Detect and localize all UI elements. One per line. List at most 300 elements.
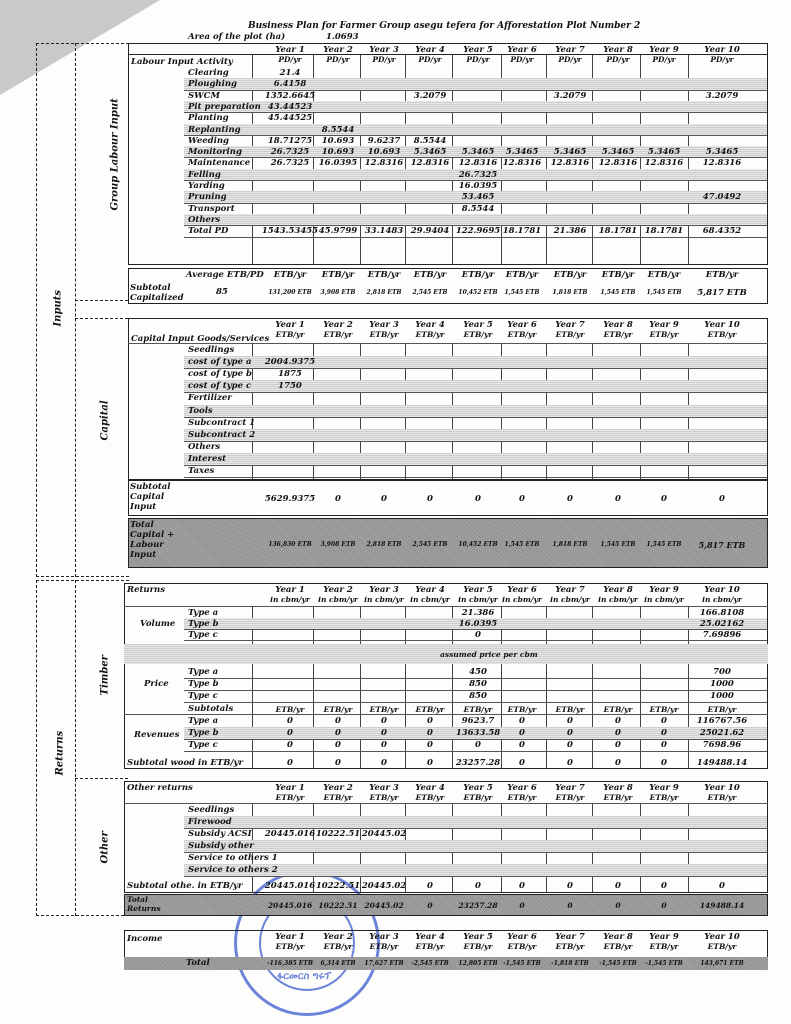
labour-row-cell: 29.9404 [410, 226, 450, 237]
avg-value: 85 [216, 287, 228, 297]
labour-subtotal-cell: 131,200 ETB [268, 289, 312, 296]
row-shading [184, 816, 767, 828]
price-label: Price [144, 679, 169, 689]
labour-row-cell: 21.4 [279, 68, 301, 78]
inputs-frame-left [36, 43, 37, 577]
labour-row-cell: 26.7325 [270, 158, 310, 169]
total-returns-cell: 0 [567, 901, 573, 910]
timber-divider [75, 778, 128, 779]
labour-row-label: Felling [188, 169, 221, 180]
capital-row-label: Subcontract 1 [188, 417, 256, 428]
labour-row-cell: 26.7325 [270, 147, 310, 158]
capital-row-label: Tools [188, 405, 213, 416]
labour-row-cell: 12.8316 [702, 158, 742, 169]
revenue-row-cell: 0 [475, 740, 481, 750]
total-input-cell: 3,908 ETB [320, 541, 356, 548]
total-returns-cell: 0 [661, 901, 667, 910]
labour-row-label: Pruning [188, 192, 227, 203]
capital-row-label: Seedlings [188, 345, 235, 355]
returns-frame-bottom [36, 915, 129, 916]
year-header: Year 5 [463, 320, 493, 330]
labour-row-label: SWCM [188, 90, 220, 101]
labour-row-cell: 18.71275 [267, 135, 313, 146]
labour-row-cell: 16.0395 [318, 158, 358, 169]
capital-subtotal-cell: 0 [615, 494, 621, 504]
labour-subtotal-cell: 1,545 ETB [646, 289, 682, 296]
other-subtotal-cell: 0 [475, 881, 481, 891]
revenue-row-label: Type b [188, 728, 219, 738]
revenue-row-cell: 0 [335, 728, 341, 738]
subtotal-wood-label: Subtotal wood in ETB/yr [127, 758, 243, 768]
area-label: Area of the plot (ha) [188, 32, 286, 42]
year-header: Year 10 [704, 585, 740, 595]
revenue-row-cell: 0 [519, 728, 525, 738]
revenue-row-cell: 7698.96 [702, 740, 742, 750]
labour-row-cell: 5.3465 [647, 147, 681, 158]
inputs-inner-frame [75, 43, 76, 577]
year-header: Year 4 [415, 585, 445, 595]
total-returns-cell: 0 [427, 901, 433, 910]
year-header: Year 5 [463, 932, 493, 942]
volume-row-cell: 7.69896 [702, 630, 742, 640]
etb-unit: ETB/yr [647, 270, 681, 280]
other-row-label: Service to others 1 [188, 853, 278, 863]
other-subtotal-label: Subtotal othe. in ETB/yr [127, 881, 243, 891]
unit-header: PD/yr [652, 55, 676, 64]
other-row-label: Subsidy other [188, 841, 254, 851]
year-header: Year 3 [369, 320, 399, 330]
labour-subtotal-cell: 3,908 ETB [320, 289, 356, 296]
labour-row-cell: 3.2079 [413, 90, 447, 101]
unit-header: ETB/yr [369, 330, 399, 339]
revenue-row-cell: 0 [661, 740, 667, 750]
capital-row-label: cost of type c [188, 381, 252, 392]
timber-label: Timber [99, 655, 111, 696]
revenue-row-cell: 0 [615, 716, 621, 726]
labour-subtotal-cell: 1,545 ETB [504, 289, 540, 296]
labour-row-cell: 3.2079 [553, 90, 587, 101]
unit-header: ETB/yr [275, 793, 305, 802]
subtotals-unit: ETB/yr [603, 705, 633, 714]
returns-frame-left [36, 580, 37, 916]
etb-unit: ETB/yr [273, 270, 307, 280]
labour-row-cell: 5.3465 [553, 147, 587, 158]
income-total-cell: -1,545 ETB [645, 960, 683, 967]
year-header: Year 7 [555, 320, 585, 330]
capital-label: Capital [99, 400, 111, 441]
year-header: Year 10 [704, 320, 740, 330]
volume-row-cell: 166.8108 [699, 608, 745, 618]
other-row-label: Service to others 2 [188, 865, 278, 875]
year-header: Year 9 [649, 45, 679, 55]
total-input-cell: 1,545 ETB [600, 541, 636, 548]
column-rule [252, 606, 253, 768]
unit-header: PD/yr [710, 55, 734, 64]
other-subtotal-cell: 0 [719, 881, 725, 891]
revenue-row-cell: 0 [287, 728, 293, 738]
price-row-cell: 850 [469, 679, 487, 689]
other-subtotal-cell: 0 [427, 881, 433, 891]
unit-header: PD/yr [466, 55, 490, 64]
labour-row-cell: 9.6237 [367, 135, 401, 146]
capital-row-label: Others [188, 441, 221, 452]
price-row-cell: 1000 [710, 679, 734, 689]
year-header: Year 8 [603, 45, 633, 55]
subtotal-wood-cell: 0 [567, 758, 573, 768]
other-row-cell: 20445.02 [361, 829, 407, 839]
etb-unit: ETB/yr [553, 270, 587, 280]
revenue-row-cell: 0 [335, 716, 341, 726]
labour-row-cell: 68.4352 [702, 226, 742, 237]
etb-unit: ETB/yr [461, 270, 495, 280]
year-header: Year 2 [323, 585, 353, 595]
labour-subtotal-cell: 5,817 ETB [697, 288, 747, 298]
subtotals-label: Subtotals [188, 704, 234, 714]
total-returns-cell: 149488.14 [699, 901, 745, 910]
price-row-cell: 1000 [710, 691, 734, 701]
labour-divider [75, 300, 128, 301]
year-header: Year 10 [704, 783, 740, 793]
year-header: Year 8 [603, 783, 633, 793]
unit-header: ETB/yr [463, 330, 493, 339]
year-header: Year 8 [603, 320, 633, 330]
labour-row-cell: 26.7325 [458, 169, 498, 180]
total-returns-label: Total Returns [127, 895, 161, 913]
total-input-label: Total Capital + Labour Input [130, 520, 175, 560]
other-subtotal-cell: 0 [519, 881, 525, 891]
revenue-row-cell: 0 [427, 716, 433, 726]
year-header: Year 2 [323, 320, 353, 330]
year-header: Year 3 [369, 585, 399, 595]
income-total-cell: -1,545 ETB [503, 960, 541, 967]
labour-row-cell: 3.2079 [705, 90, 739, 101]
timber-header: Returns [127, 585, 166, 595]
unit-header: ETB/yr [707, 793, 737, 802]
row-shading [184, 405, 767, 417]
total-input-cell: 5,817 ETB [698, 540, 746, 550]
year-header: Year 9 [649, 783, 679, 793]
year-header: Year 4 [415, 45, 445, 55]
unit-header: PD/yr [418, 55, 442, 64]
capital-subtotal-label: Subtotal Capital Input [130, 482, 171, 512]
capital-row-label: Taxes [188, 466, 215, 476]
group-labour-label: Group Labour Input [109, 98, 121, 211]
labour-row-label: Total PD [188, 226, 229, 237]
labour-row-cell: 12.8316 [598, 158, 638, 169]
price-row-label: Type a [188, 667, 219, 677]
unit-header: ETB/yr [555, 942, 585, 951]
subtotal-wood-cell: 0 [381, 758, 387, 768]
unit-header: ETB/yr [707, 942, 737, 951]
labour-row-cell: 21.386 [553, 226, 587, 237]
revenue-row-cell: 0 [567, 728, 573, 738]
labour-row-cell: 5.3465 [505, 147, 539, 158]
revenue-row-cell: 0 [381, 740, 387, 750]
labour-row-cell: 10.693 [367, 147, 401, 158]
labour-row-cell: 8.5544 [413, 135, 447, 146]
labour-row-cell: 122.9695 [455, 226, 501, 237]
volume-row-cell: 25.02162 [699, 619, 745, 629]
other-header-rule [124, 803, 768, 804]
income-header: Income [127, 934, 163, 944]
labour-row-cell: 5.3465 [413, 147, 447, 158]
year-header: Year 1 [275, 783, 305, 793]
row-rule [184, 702, 767, 703]
total-input-cell: 2,545 ETB [412, 541, 448, 548]
income-total-cell: 6,314 ETB [320, 960, 356, 967]
row-rule [184, 237, 767, 238]
revenue-row-cell: 0 [381, 716, 387, 726]
income-total-cell: -1,818 ETB [551, 960, 589, 967]
revenue-row-cell: 9623.7 [461, 716, 495, 726]
capital-row-label: Fertilizer [188, 393, 232, 404]
year-header: Year 8 [603, 585, 633, 595]
labour-row-cell: 45.44525 [267, 113, 313, 124]
subtotals-unit: ETB/yr [649, 705, 679, 714]
labour-row-cell: 47.0492 [702, 192, 742, 203]
unit-header: ETB/yr [507, 942, 537, 951]
etb-unit: ETB/yr [505, 270, 539, 280]
row-shading [184, 214, 767, 225]
subtotal-wood-cell: 0 [287, 758, 293, 768]
capital-subtotal-cell: 0 [475, 494, 481, 504]
labour-subtotal-cell: 2,545 ETB [412, 289, 448, 296]
inputs-label: Inputs [52, 290, 64, 327]
capital-divider [75, 318, 128, 319]
revenue-row-cell: 116767.56 [696, 716, 748, 726]
subtotals-unit: ETB/yr [275, 705, 305, 714]
other-subtotal-cell: 10222.51 [315, 881, 361, 891]
other-row-label: Seedlings [188, 805, 235, 815]
revenue-row-cell: 0 [519, 740, 525, 750]
volume-row-label: Type c [188, 630, 218, 640]
labour-row-cell: 6.4158 [273, 79, 307, 90]
subtotal-wood-cell: 0 [519, 758, 525, 768]
labour-row-cell: 5.3465 [461, 147, 495, 158]
revenue-row-cell: 0 [427, 728, 433, 738]
labour-row-cell: 12.8316 [644, 158, 684, 169]
unit-header: PD/yr [326, 55, 350, 64]
revenue-row-cell: 0 [287, 740, 293, 750]
unit-header: ETB/yr [323, 942, 353, 951]
unit-header: ETB/yr [415, 330, 445, 339]
labour-row-cell: 33.1483 [364, 226, 404, 237]
labour-row-label: Monitoring [188, 147, 242, 158]
capital-row-label: Subcontract 2 [188, 429, 256, 440]
unit-header: ETB/yr [369, 793, 399, 802]
labour-row-cell: 43.44523 [267, 101, 313, 112]
labour-row-cell: 1352.6645 [264, 90, 316, 101]
returns-frame-top [36, 580, 129, 581]
volume-row-label: Type a [188, 608, 219, 618]
subtotals-unit: ETB/yr [507, 705, 537, 714]
unit-header: ETB/yr [507, 330, 537, 339]
subtotal-wood-cell: 23257.28 [455, 758, 501, 768]
capital-row-label: cost of type a [188, 357, 252, 368]
year-header: Year 4 [415, 783, 445, 793]
unit-header: ETB/yr [603, 330, 633, 339]
year-header: Year 3 [369, 783, 399, 793]
subtotal-wood-cell: 0 [427, 758, 433, 768]
year-header: Year 7 [555, 932, 585, 942]
revenue-row-cell: 25021.62 [699, 728, 745, 738]
subtotals-unit: ETB/yr [323, 705, 353, 714]
row-rule [184, 751, 767, 752]
income-total-cell: -1,545 ETB [599, 960, 637, 967]
revenue-row-cell: 0 [287, 716, 293, 726]
revenue-row-cell: 0 [381, 728, 387, 738]
unit-header: in cbm/yr [702, 595, 742, 604]
labour-row-label: Planting [188, 113, 229, 124]
year-header: Year 9 [649, 320, 679, 330]
document-title: Business Plan for Farmer Group asegu tefera for Afforestation Plot Number 2 [248, 21, 641, 31]
total-input-cell: 10,452 ETB [458, 541, 498, 548]
year-header: Year 3 [369, 932, 399, 942]
labour-row-cell: 5.3465 [705, 147, 739, 158]
unit-header: PD/yr [372, 55, 396, 64]
capital-subtotal-cell: 0 [719, 494, 725, 504]
capital-row-label: Interest [188, 453, 227, 464]
unit-header: in cbm/yr [270, 595, 310, 604]
unit-header: ETB/yr [707, 330, 737, 339]
revenue-row-cell: 0 [661, 728, 667, 738]
other-subtotal-cell: 20445.016 [264, 881, 316, 891]
income-total-label: Total [186, 958, 210, 968]
capital-header: Capital Input Goods/Services [131, 334, 270, 344]
year-header: Year 6 [507, 320, 537, 330]
revenue-row-cell: 13633.58 [455, 728, 501, 738]
unit-header: ETB/yr [463, 793, 493, 802]
labour-row-cell: 5.3465 [601, 147, 635, 158]
labour-row-cell: 8.5544 [461, 203, 495, 214]
labour-row-cell: 12.8316 [364, 158, 404, 169]
labour-row-label: Weeding [188, 135, 229, 146]
revenue-row-label: Type a [188, 716, 219, 726]
year-header: Year 10 [704, 45, 740, 55]
area-value: 1.0693 [326, 32, 359, 42]
subtotals-unit: ETB/yr [369, 705, 399, 714]
subtotal-wood-cell: 0 [335, 758, 341, 768]
revenues-label: Revenues [134, 730, 180, 740]
etb-unit: ETB/yr [321, 270, 355, 280]
capital-subtotal-cell: 0 [381, 494, 387, 504]
row-shading [184, 840, 767, 852]
subtotals-unit: ETB/yr [555, 705, 585, 714]
labour-row-label: Transport [188, 203, 235, 214]
unit-header: PD/yr [606, 55, 630, 64]
year-header: Year 4 [415, 320, 445, 330]
total-returns-cell: 0 [519, 901, 525, 910]
total-input-cell: 1,545 ETB [646, 541, 682, 548]
row-rule [184, 392, 767, 393]
total-returns-cell: 23257.28 [458, 901, 498, 910]
other-subtotal-cell: 0 [661, 881, 667, 891]
labour-row-label: Replanting [188, 124, 241, 135]
capital-subtotal-cell: 5629.9375 [264, 494, 316, 504]
unit-header: ETB/yr [275, 942, 305, 951]
other-header: Other returns [127, 783, 193, 793]
labour-row-label: Others [188, 214, 221, 225]
revenue-row-cell: 0 [427, 740, 433, 750]
labour-row-cell: 12.8316 [502, 158, 542, 169]
unit-header: in cbm/yr [550, 595, 590, 604]
etb-unit: ETB/yr [705, 270, 739, 280]
total-returns-cell: 20445.016 [267, 901, 313, 910]
unit-header: in cbm/yr [364, 595, 404, 604]
labour-subtotal-label: Subtotal Capitalized [130, 283, 184, 303]
revenue-row-label: Type c [188, 740, 218, 750]
labour-row-label: Ploughing [188, 79, 237, 90]
total-returns-cell: 0 [615, 901, 621, 910]
labour-row-cell: 18.1781 [598, 226, 638, 237]
income-total-cell: -2,545 ETB [411, 960, 449, 967]
unit-header: ETB/yr [463, 942, 493, 951]
etb-unit: ETB/yr [413, 270, 447, 280]
subtotal-wood-cell: 0 [615, 758, 621, 768]
unit-header: ETB/yr [649, 330, 679, 339]
labour-row-label: Maintenance [188, 158, 251, 169]
other-row-label: Subsidy ACSI [188, 829, 252, 839]
subtotal-wood-cell: 0 [661, 758, 667, 768]
inputs-frame-top [36, 43, 129, 44]
year-header: Year 2 [323, 932, 353, 942]
year-header: Year 7 [555, 585, 585, 595]
unit-header: PD/yr [278, 55, 302, 64]
volume-row-cell: 21.386 [461, 608, 495, 618]
unit-header: in cbm/yr [598, 595, 638, 604]
labour-subtotal-cell: 1,818 ETB [552, 289, 588, 296]
year-header: Year 6 [507, 783, 537, 793]
avg-label: Average ETB/PD [186, 270, 264, 280]
unit-header: PD/yr [558, 55, 582, 64]
year-header: Year 6 [507, 932, 537, 942]
year-header: Year 6 [507, 585, 537, 595]
income-total-cell: 12,805 ETB [458, 960, 498, 967]
other-row-cell: 10222.51 [315, 829, 361, 839]
year-header: Year 1 [275, 320, 305, 330]
total-returns-cell: 10222.51 [318, 901, 358, 910]
year-header: Year 5 [463, 585, 493, 595]
price-row-label: Type b [188, 679, 219, 689]
unit-header: ETB/yr [603, 793, 633, 802]
year-header: Year 10 [704, 932, 740, 942]
capital-subtotal-cell: 0 [567, 494, 573, 504]
capital-row-label: cost of type b [188, 369, 252, 380]
etb-unit: ETB/yr [367, 270, 401, 280]
revenue-row-cell: 0 [567, 740, 573, 750]
unit-header: ETB/yr [275, 330, 305, 339]
row-rule [184, 441, 767, 442]
year-header: Year 2 [323, 783, 353, 793]
labour-row-cell: 1543.53455 [261, 226, 319, 237]
unit-header: PD/yr [510, 55, 534, 64]
year-header: Year 8 [603, 932, 633, 942]
other-subtotal-cell: 0 [615, 881, 621, 891]
labour-row-label: Pit preparation [188, 101, 261, 112]
labour-row-cell: 12.8316 [458, 158, 498, 169]
year-header: Year 9 [649, 585, 679, 595]
income-total-cell: 17,627 ETB [364, 960, 404, 967]
total-returns-cell: 20445.02 [364, 901, 404, 910]
revenue-row-cell: 0 [567, 716, 573, 726]
other-subtotal-cell: 20445.02 [361, 881, 407, 891]
labour-row-cell: 53.465 [461, 192, 495, 203]
labour-row-cell: 12.8316 [410, 158, 450, 169]
capital-header-rule [128, 343, 768, 344]
labour-row-cell: 8.5544 [321, 124, 355, 135]
unit-header: in cbm/yr [458, 595, 498, 604]
revenue-row-cell: 0 [519, 716, 525, 726]
